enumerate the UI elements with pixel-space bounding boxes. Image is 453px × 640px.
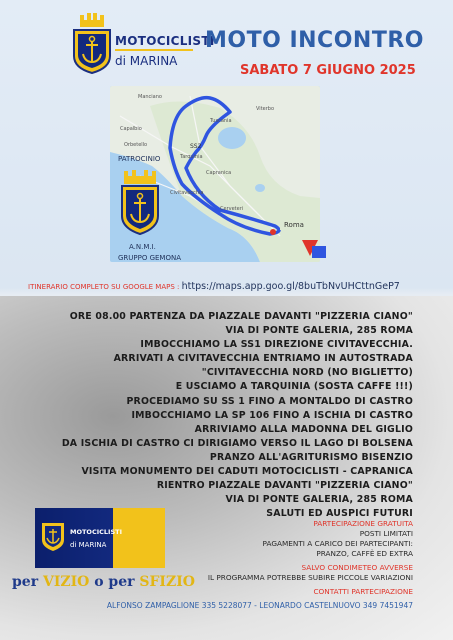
maps-link-url[interactable]: https://maps.app.goo.gl/8buTbNvUHCttnGeP7	[181, 281, 400, 292]
program-note: IL PROGRAMMA POTREBBE SUBIRE PICCOLE VARIAZIONI	[207, 573, 413, 582]
map-label-tarquinia: Tarquinia	[180, 154, 203, 160]
slogan	[12, 574, 195, 590]
anmi-group: GRUPPO GEMONA	[118, 254, 182, 262]
contacts-line: ALFONSO ZAMPAGLIONE 335 5228077 - LEONARDO CASTELNUOVO 349 7451947	[106, 601, 413, 610]
maps-link-line	[28, 281, 400, 292]
itinerary-line: IMBOCCHIAMO LA SP 106 FINO A ISCHIA DI CASTRO	[131, 409, 413, 421]
map-label-roma: Roma	[284, 221, 304, 229]
slogan-sfizio: SFIZIO	[139, 574, 195, 590]
logo-line2: di MARINA	[115, 54, 178, 68]
map-label-capalbio: Capalbio	[120, 126, 142, 132]
event-title: MOTO INCONTRO	[205, 28, 424, 53]
bottom-logo-line1: MOTOCICLISTI	[70, 528, 123, 536]
map-label-civitavecchia: Civitavecchia	[170, 190, 204, 196]
itinerary-line: SALUTI ED AUSPICI FUTURI	[266, 508, 413, 520]
bottom-logo	[35, 508, 165, 568]
slogan-vizio: VIZIO	[42, 574, 90, 590]
limited-places: POSTI LIMITATI	[359, 529, 413, 538]
contacts-title: CONTATTI PARTECIPAZIONE	[313, 587, 413, 596]
itinerary-line: ARRIVATI A CIVITAVECCHIA ENTRIAMO IN AUTOSTRADA	[113, 353, 413, 365]
itinerary-line: PRANZO ALL'AGRITURISMO BISENZIO	[209, 451, 413, 463]
bottom-logo-line2: di MARINA	[70, 541, 107, 549]
logo-line1: MOTOCICLISTI	[115, 34, 215, 48]
map-label-manciano: Manciano	[138, 94, 162, 100]
map-label-cerveteri: Cerveteri	[220, 206, 244, 212]
slogan-part2: o per	[89, 574, 140, 590]
itinerary-line: DA ISCHIA DI CASTRO CI DIRIGIAMO VERSO IL LAGO DI BOLSENA	[61, 437, 413, 449]
map-label-tuscania: Tuscania	[210, 118, 232, 124]
payment-line1: PAGAMENTI A CARICO DEI PARTECIPANTI:	[262, 539, 413, 548]
info-block	[208, 519, 413, 597]
itinerary-line: E USCIAMO A TARQUINIA (SOSTA CAFFE !!!)	[175, 381, 413, 393]
anmi-crest-icon	[120, 170, 160, 236]
anmi-name: A.N.M.I.	[129, 243, 156, 251]
itinerary-line: VISITA MONUMENTO DEI CADUTI MOTOCICLISTI - CAPRANICA	[81, 466, 413, 478]
itinerary-line: "CIVITAVECCHIA NORD (NO BIGLIETTO)	[201, 367, 413, 379]
itinerary-line: ARRIVIAMO ALLA MADONNA DEL GIGLIO	[194, 423, 413, 435]
itinerary-line: PROCEDIAMO SU SS 1 FINO A MONTALDO DI CASTRO	[126, 395, 413, 407]
weather-note: SALVO CONDIMETEO AVVERSE	[301, 563, 413, 572]
participation-free: PARTECIPAZIONE GRATUITA	[313, 519, 413, 528]
patrocinio-label: PATROCINIO	[118, 155, 161, 163]
map-route-label: SS2	[190, 143, 202, 150]
map-label-orbetello: Orbetello	[124, 142, 148, 148]
anchor-shield-icon	[72, 28, 112, 74]
payment-line2: PRANZO, CAFFÈ ED EXTRA	[316, 549, 413, 558]
itinerary	[62, 310, 413, 521]
itinerary-line: VIA DI PONTE GALERIA, 285 ROMA	[225, 325, 413, 337]
map-label-viterbo: Viterbo	[256, 106, 275, 112]
logo-divider	[115, 49, 193, 51]
itinerary-line: ORE 08.00 PARTENZA DA PIAZZALE DAVANTI "PIZZERIA CIANO"	[69, 311, 413, 322]
crown-icon	[78, 12, 106, 28]
slogan-part1: per	[12, 574, 43, 590]
event-date: SABATO 7 GIUGNO 2025	[240, 63, 416, 78]
itinerary-line: IMBOCCHIAMO LA SS1 DIREZIONE CIVITAVECCHIA.	[140, 339, 413, 351]
maps-link-label: ITINERARIO COMPLETO SU GOOGLE MAPS :	[28, 283, 182, 291]
anmi-mini-logo-icon	[298, 234, 328, 262]
itinerary-line: RIENTRO PIAZZALE DAVANTI "PIZZERIA CIANO"	[156, 480, 413, 492]
bottom-anchor-icon	[41, 522, 65, 552]
itinerary-line: VIA DI PONTE GALERIA, 285 ROMA	[225, 494, 413, 506]
map-label-capranica: Capranica	[206, 170, 232, 176]
motociclisti-di-marina-logo	[70, 12, 215, 76]
